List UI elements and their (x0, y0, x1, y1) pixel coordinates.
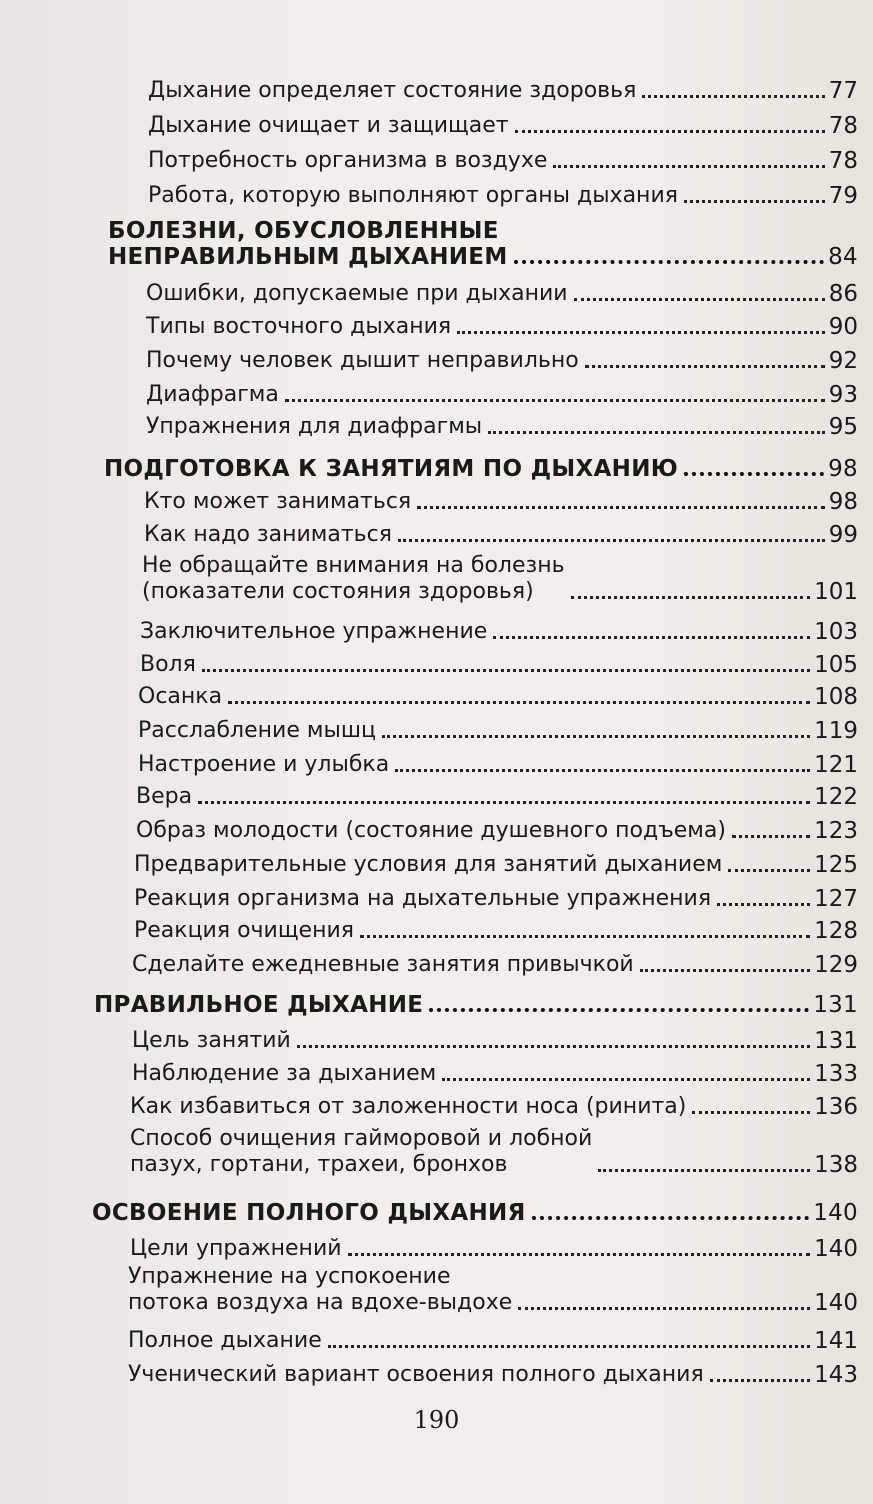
toc-entry-title (148, 148, 547, 174)
dot-leader (732, 835, 810, 838)
toc-entry-title (146, 314, 451, 340)
toc-entry (140, 646, 858, 678)
toc-entry (136, 778, 858, 810)
toc-entry-title (134, 918, 354, 944)
toc-page-number: 133 (814, 1061, 858, 1087)
toc-entry-title (146, 281, 568, 307)
toc-entry-title (148, 183, 678, 209)
toc-page-number: 84 (828, 244, 858, 270)
toc-entry (146, 275, 858, 307)
toc-entry (142, 545, 858, 605)
toc-entry-title-line: Кто может заниматься (144, 489, 412, 514)
dot-leader (728, 869, 810, 872)
toc-entry-title (140, 652, 196, 678)
dot-leader (442, 1078, 810, 1081)
toc-entry-title-line: ПОДГОТОВКА К ЗАНЯТИЯМ ПО ДЫХАНИЮ (104, 456, 679, 482)
toc-page-number: 99 (828, 522, 858, 548)
dot-leader (515, 130, 825, 133)
toc-entry (148, 142, 858, 174)
dot-leader (328, 1345, 810, 1348)
dot-leader (684, 472, 824, 476)
dot-leader (717, 903, 810, 906)
dot-leader (585, 365, 825, 368)
toc-entry-title-line: Расслабление мышц (138, 718, 376, 743)
dot-leader (532, 1216, 810, 1220)
dot-leader (198, 801, 810, 804)
toc-page-number: 79 (828, 183, 858, 209)
toc-entry (148, 72, 858, 104)
toc-entry-title (128, 1264, 512, 1316)
dot-leader (417, 506, 825, 509)
toc-entry-title (146, 382, 279, 408)
dot-leader (297, 1045, 810, 1048)
toc-entry-title-line: пазух, гортани, трахеи, бронхов (130, 1152, 508, 1177)
toc-entry (130, 1088, 858, 1120)
toc-entry (138, 746, 858, 778)
toc-entry-title (136, 818, 726, 844)
toc-entry-title (128, 1362, 704, 1388)
dot-leader (684, 200, 825, 203)
toc-page-number: 131 (814, 1028, 858, 1054)
dot-leader (457, 331, 825, 334)
toc-entry (132, 1022, 858, 1054)
toc-entry-title (130, 1094, 686, 1120)
toc-entry-title (132, 1028, 291, 1054)
toc-entry (132, 1055, 858, 1087)
toc-page-number: 119 (814, 718, 858, 744)
toc-chapter (94, 984, 858, 1018)
toc-entry-title-line: Как избавиться от заложенности носа (ринита) (130, 1094, 687, 1119)
toc-entry-title-line: Не обращайте внимания на болезнь (142, 553, 565, 578)
toc-entry-title-line: Полное дыхание (128, 1328, 322, 1353)
toc-entry (144, 516, 858, 548)
dot-leader (553, 165, 824, 168)
toc-entry (134, 912, 858, 944)
toc-page-number: 103 (814, 619, 858, 645)
toc-page-number: 131 (813, 992, 858, 1018)
toc-entry-title-line: Ошибки, допускаемые при дыхании (146, 281, 568, 306)
toc-entry (132, 946, 858, 978)
toc-entry-title (92, 1200, 526, 1226)
toc-page-number: 78 (828, 148, 858, 174)
toc-page-number: 141 (814, 1328, 858, 1354)
toc-entry-title-line: Способ очищения гайморовой и лобной (130, 1126, 593, 1151)
toc-entry (146, 308, 858, 340)
toc-page-number: 86 (828, 281, 858, 307)
toc-entry-title (138, 718, 376, 744)
dot-leader (493, 636, 810, 639)
toc-entry (146, 342, 858, 374)
toc-entry-title (132, 1061, 436, 1087)
toc-page-number: 105 (814, 652, 858, 678)
toc-entry-title-line: Диафрагма (146, 382, 279, 407)
dot-leader (514, 260, 825, 264)
dot-leader (710, 1379, 810, 1382)
dot-leader (429, 1008, 809, 1012)
toc-page-number: 101 (814, 579, 858, 605)
toc-entry-title-line: ОСВОЕНИЕ ПОЛНОГО ДЫХАНИЯ (92, 1200, 526, 1226)
dot-leader (285, 399, 825, 402)
toc-page-number: 121 (814, 752, 858, 778)
toc-chapter (92, 1192, 858, 1226)
dot-leader (692, 1111, 810, 1114)
toc-entry-title-line: Дыхание определяет состояние здоровья (148, 78, 637, 103)
toc-entry-title-line: Воля (140, 652, 196, 677)
toc-page-number: 92 (828, 348, 858, 374)
toc-entry-title-line: Вера (136, 784, 193, 809)
toc-entry-title-line: Ученический вариант освоения полного дыхания (128, 1362, 704, 1387)
toc-entry-title-line: Заключительное упражнение (140, 619, 488, 644)
toc-entry-title (146, 348, 579, 374)
toc-entry-title-line: Работа, которую выполняют органы дыхания (148, 183, 678, 208)
toc-entry-title-line: Настроение и улыбка (138, 752, 390, 777)
toc-entry-title-line: Упражнения для диафрагмы (146, 414, 483, 439)
dot-leader (228, 701, 810, 704)
toc-page-number: 128 (814, 918, 858, 944)
dot-leader (360, 935, 810, 938)
toc-entry (130, 1118, 858, 1178)
toc-page-number: 140 (813, 1200, 858, 1226)
toc-entry (148, 107, 858, 139)
toc-entry-title-line: Упражнение на успокоение (128, 1264, 451, 1289)
dot-leader (574, 298, 825, 301)
toc-entry (128, 1356, 858, 1388)
toc-page-number: 136 (814, 1094, 858, 1120)
toc-page-number: 77 (828, 78, 858, 104)
toc-page-number: 140 (814, 1290, 858, 1316)
toc-page-number: 95 (828, 414, 858, 440)
toc-entry-title-line: Осанка (138, 684, 223, 709)
toc-entry-title (136, 784, 192, 810)
toc-entry-title-line: Почему человек дышит неправильно (146, 348, 579, 373)
toc-page-number: 108 (814, 684, 858, 710)
toc-page-number: 123 (814, 818, 858, 844)
toc-page-number: 129 (814, 952, 858, 978)
toc-page-number: 122 (814, 784, 858, 810)
dot-leader (571, 596, 811, 599)
toc-page-number: 140 (814, 1236, 858, 1262)
dot-leader (642, 95, 824, 98)
toc-page-number: 98 (828, 489, 858, 515)
toc-page-number: 98 (828, 456, 858, 482)
toc-entry-title (148, 113, 509, 139)
toc-entry-title-line: Предварительные условия для занятий дыханием (134, 852, 723, 877)
toc-entry-title-line: ПРАВИЛЬНОЕ ДЫХАНИЕ (94, 992, 424, 1018)
toc-entry-title (134, 886, 711, 912)
dot-leader (395, 769, 810, 772)
toc-entry (128, 1322, 858, 1354)
toc-entry (138, 678, 858, 710)
toc-entry (128, 1256, 858, 1316)
toc-page-number: 93 (828, 382, 858, 408)
toc-entry-title-line: (показатели состояния здоровья) (142, 579, 534, 604)
toc-entry-title-line: Потребность организма в воздухе (148, 148, 548, 173)
toc-entry-title (140, 619, 487, 645)
page-number: 190 (413, 1406, 460, 1434)
toc-entry (146, 408, 858, 440)
toc-entry-title (130, 1126, 592, 1178)
dot-leader (202, 669, 810, 672)
toc-entry-title-line: НЕПРАВИЛЬНЫМ ДЫХАНИЕМ (108, 244, 508, 270)
toc-entry-title (128, 1328, 322, 1354)
toc-entry-title (138, 684, 222, 710)
toc-page-number: 125 (814, 852, 858, 878)
dot-leader (598, 1169, 810, 1172)
toc-entry-title-line: Сделайте ежедневные занятия привычкой (132, 952, 634, 977)
dot-leader (518, 1307, 810, 1310)
toc-entry-title-line: Наблюдение за дыханием (132, 1061, 437, 1086)
toc-page-number: 127 (814, 886, 858, 912)
toc-entry-title (108, 218, 508, 270)
toc-chapter (104, 448, 858, 482)
toc-entry-title-line: Цель занятий (132, 1028, 291, 1053)
toc-entry-title (134, 852, 722, 878)
toc-page-number: 143 (814, 1362, 858, 1388)
toc-entry (146, 376, 858, 408)
toc-entry (140, 613, 858, 645)
toc-entry (136, 812, 858, 844)
dot-leader (488, 431, 825, 434)
toc-entry-title-line: Типы восточного дыхания (146, 314, 452, 339)
toc-entry-title-line: Как надо заниматься (144, 522, 392, 547)
toc-entry-title (138, 752, 389, 778)
dot-leader (398, 539, 825, 542)
toc-entry-title (142, 553, 565, 605)
toc-entry-title (94, 992, 423, 1018)
toc-entry-title (144, 489, 411, 515)
toc-entry-title-line: Реакция очищения (134, 918, 354, 943)
toc-entry-title-line: потока воздуха на вдохе-выдохе (128, 1290, 513, 1315)
toc-entry (134, 846, 858, 878)
toc-entry-title (132, 952, 634, 978)
toc-chapter (108, 210, 858, 270)
toc-entry-title-line: Дыхание очищает и защищает (148, 113, 509, 138)
toc-page-number: 90 (828, 314, 858, 340)
toc-entry-title (148, 78, 636, 104)
toc-entry-title-line: Цели упражнений (130, 1236, 342, 1261)
toc-entry-title (146, 414, 482, 440)
toc-entry-title-line: Образ молодости (состояние душевного подъема) (136, 818, 726, 843)
dot-leader (640, 969, 810, 972)
dot-leader (382, 735, 810, 738)
toc-entry-title-line: БОЛЕЗНИ, ОБУСЛОВЛЕННЫЕ (108, 218, 499, 244)
toc-entry-title-line: Реакция организма на дыхательные упражнения (134, 886, 712, 911)
toc-page-number: 138 (814, 1152, 858, 1178)
toc-entry (138, 712, 858, 744)
toc-entry (144, 483, 858, 515)
toc-entry (134, 880, 858, 912)
toc-entry-title (104, 456, 678, 482)
toc-entry (148, 177, 858, 209)
toc-page-number: 78 (828, 113, 858, 139)
